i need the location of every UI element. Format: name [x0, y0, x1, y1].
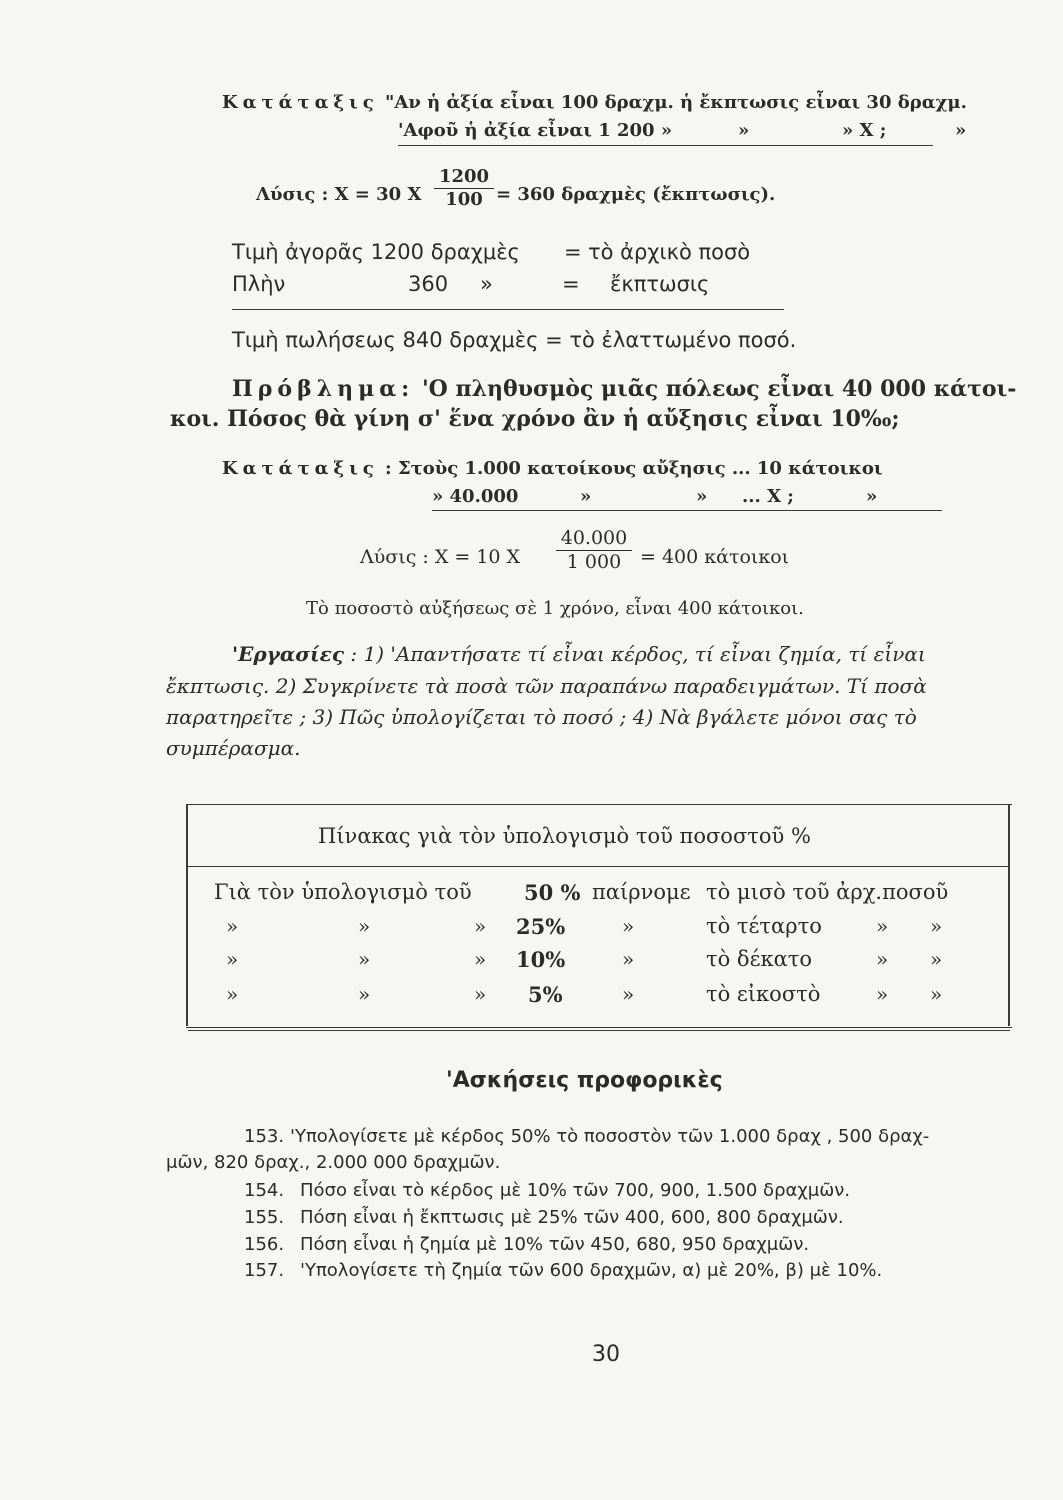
example2-conclusion: Τὸ ποσοστὸ αὐξήσεως σὲ 1 χρόνο, εἶναι 400 κάτοικοι.	[306, 598, 804, 619]
table-row-2-c: τὸ τέταρτο	[706, 914, 822, 938]
table-title-divider	[188, 866, 1010, 867]
table-row-2-pct: 25%	[516, 914, 566, 939]
example2-solution-label: Λύσις : Χ = 10 Χ	[360, 546, 521, 568]
example1-line2-quote1: »	[738, 120, 750, 141]
example1-fraction-denominator: 100	[445, 189, 483, 210]
table-row-3-a2: »	[358, 947, 371, 971]
table-row-4-a: »	[226, 982, 239, 1006]
example2-divider	[432, 510, 942, 511]
exercise-156-number: 156.	[244, 1234, 285, 1255]
exercises-heading: 'Ασκήσεις προφορικὲς	[446, 1068, 723, 1093]
page-number: 30	[592, 1342, 620, 1367]
table-row-3-c: τὸ δέκατο	[706, 947, 813, 971]
example1-fraction-numerator: 1200	[434, 166, 494, 189]
price-row3: Τιμὴ πωλήσεως 840 δραχμὲς = τὸ ἐλαττωμένο ποσό.	[232, 328, 797, 352]
problem-line2: κοι. Πόσος θὰ γίνη σ' ἕνα χρόνο ἂν ἡ αὔξησις εἶναι 10‰;	[170, 406, 900, 432]
table-row-3-d: »	[876, 947, 889, 971]
tasks-line1	[232, 642, 926, 666]
example2-line1-text: : Στοὺς 1.000 κατοίκους αὔξησις ... 10 κάτοικοι	[385, 458, 883, 479]
example2-fraction	[556, 527, 632, 574]
price-row2-ditto: »	[480, 272, 493, 296]
price-row2-amount: 360	[408, 272, 449, 296]
table-row-2-a: »	[226, 914, 239, 938]
tasks-text1: : 1) 'Απαντήσατε τί εἶναι κέρδος, τί εἶναι ζημία, τί εἶναι	[350, 642, 926, 666]
table-row-2-a3: »	[474, 914, 487, 938]
table-row-3-e: »	[930, 947, 943, 971]
tasks-line3: παρατηρεῖτε ; 3) Πῶς ὑπολογίζεται τὸ ποσό ; 4) Νὰ βγάλετε μόνοι σας τὸ	[166, 705, 917, 729]
example2-line1	[222, 458, 883, 479]
example1-solution-result: = 360 δραχμὲς (ἔκπτωσις).	[496, 184, 776, 205]
price-row2-equals: =	[562, 272, 580, 296]
table-row-1-a: Γιὰ τὸν ὑπολογισμὸ τοῦ	[214, 880, 472, 904]
tasks-label: 'Εργασίες	[232, 642, 345, 666]
price-divider	[232, 309, 784, 310]
exercise-154-number: 154.	[244, 1180, 285, 1201]
price-row2-label: Πλὴν	[232, 272, 286, 296]
example1-line2-quote3: »	[955, 120, 967, 141]
table-row-4-a3: »	[474, 982, 487, 1006]
table-row-2-a2: »	[358, 914, 371, 938]
example2-line2-e: »	[866, 486, 878, 507]
example1-solution-label: Λύσις : Χ = 30 Χ	[256, 184, 422, 205]
exercise-157-number: 157.	[244, 1260, 285, 1281]
table-row-3-pct: 10%	[516, 947, 566, 972]
tasks-line2: ἔκπτωσις. 2) Συγκρίνετε τὰ ποσὰ τῶν παραπάνω παραδειγμάτων. Τί ποσὰ	[166, 674, 927, 698]
example2-line2-b: »	[580, 486, 592, 507]
table-row-1-c: τὸ μισὸ τοῦ ἀρχ.ποσοῦ	[706, 880, 949, 904]
problem-label: Πρόβλημα:	[232, 376, 415, 402]
price-row1-equals: =	[564, 240, 582, 264]
problem-text1: 'Ο πληθυσμὸς μιᾶς πόλεως εἶναι 40 000 κάτοι-	[421, 376, 1017, 402]
price-row2-right: ἔκπτωσις	[610, 272, 710, 296]
table-row-4-a2: »	[358, 982, 371, 1006]
exercise-153-continued: μῶν, 820 δραχ., 2.000 000 δραχμῶν.	[166, 1152, 501, 1173]
exercise-157-text: 'Υπολογίσετε τὴ ζημία τῶν 600 δραχμῶν, α) μὲ 20%, β) μὲ 10%.	[300, 1260, 883, 1281]
table-row-3-a: »	[226, 947, 239, 971]
example2-line2-c: »	[696, 486, 708, 507]
example2-line2-d: ... Χ ;	[742, 486, 794, 507]
example2-solution-result: = 400 κάτοικοι	[640, 546, 790, 568]
price-row1-right: τὸ ἀρχικὸ ποσὸ	[588, 240, 751, 264]
example2-label: Κατάταξις	[222, 458, 379, 479]
table-row-3-a3: »	[474, 947, 487, 971]
table-row-2-d: »	[876, 914, 889, 938]
exercise-155-text: Πόση εἶναι ἡ ἔκπτωσις μὲ 25% τῶν 400, 600, 800 δραχμῶν.	[300, 1207, 844, 1228]
exercise-153-text: 'Υπολογίσετε μὲ κέρδος 50% τὸ ποσοστὸν τῶν 1.000 δραχ , 500 δραχ-	[290, 1126, 930, 1147]
exercise-155-number: 155.	[244, 1207, 285, 1228]
table-row-4-pct: 5%	[528, 982, 563, 1007]
table-row-4-c: τὸ εἰκοστὸ	[706, 982, 821, 1006]
example1-line2-quote2: » Χ ;	[842, 120, 887, 141]
exercise-156-text: Πόση εἶναι ἡ ζημία μὲ 10% τῶν 450, 680, 950 δραχμῶν.	[300, 1234, 810, 1255]
table-bottom-rule	[188, 1030, 1010, 1031]
example1-line1	[222, 92, 967, 113]
table-row-4-d: »	[876, 982, 889, 1006]
example2-fraction-numerator: 40.000	[556, 527, 632, 551]
exercise-154-text: Πόσο εἶναι τὸ κέρδος μὲ 10% τῶν 700, 900, 1.500 δραχμῶν.	[300, 1180, 851, 1201]
example1-line2: 'Αφοῦ ἡ ἀξία εἶναι 1 200 »	[398, 120, 673, 141]
table-row-4-e: »	[930, 982, 943, 1006]
table-right-edge	[1008, 804, 1010, 1026]
table-title: Πίνακας γιὰ τὸν ὑπολογισμὸ τοῦ ποσοστοῦ %	[318, 824, 811, 848]
table-row-2-b: »	[622, 914, 635, 938]
example1-label: Κατάταξις	[222, 92, 379, 113]
example1-line1-text: "Αν ἡ ἀξία εἶναι 100 δραχμ. ἡ ἔκπτωσις εἶναι 30 δραχμ.	[385, 92, 967, 113]
table-row-2-e: »	[930, 914, 943, 938]
example2-line2-a: » 40.000	[432, 486, 519, 507]
problem-line1	[232, 376, 1016, 402]
table-left-edge	[186, 804, 188, 1026]
table-row-1-b: παίρνομε	[592, 880, 691, 904]
tasks-line4: συμπέρασμα.	[166, 736, 301, 760]
table-row-3-b: »	[622, 947, 635, 971]
example1-divider	[398, 145, 933, 146]
price-row1-left: Τιμὴ ἀγορᾶς 1200 δραχμὲς	[232, 240, 520, 264]
example1-fraction	[434, 166, 494, 211]
example2-fraction-denominator: 1 000	[566, 551, 622, 573]
exercise-153-number: 153.	[244, 1126, 285, 1147]
table-row-1-pct: 50 %	[524, 880, 581, 905]
table-row-4-b: »	[622, 982, 635, 1006]
